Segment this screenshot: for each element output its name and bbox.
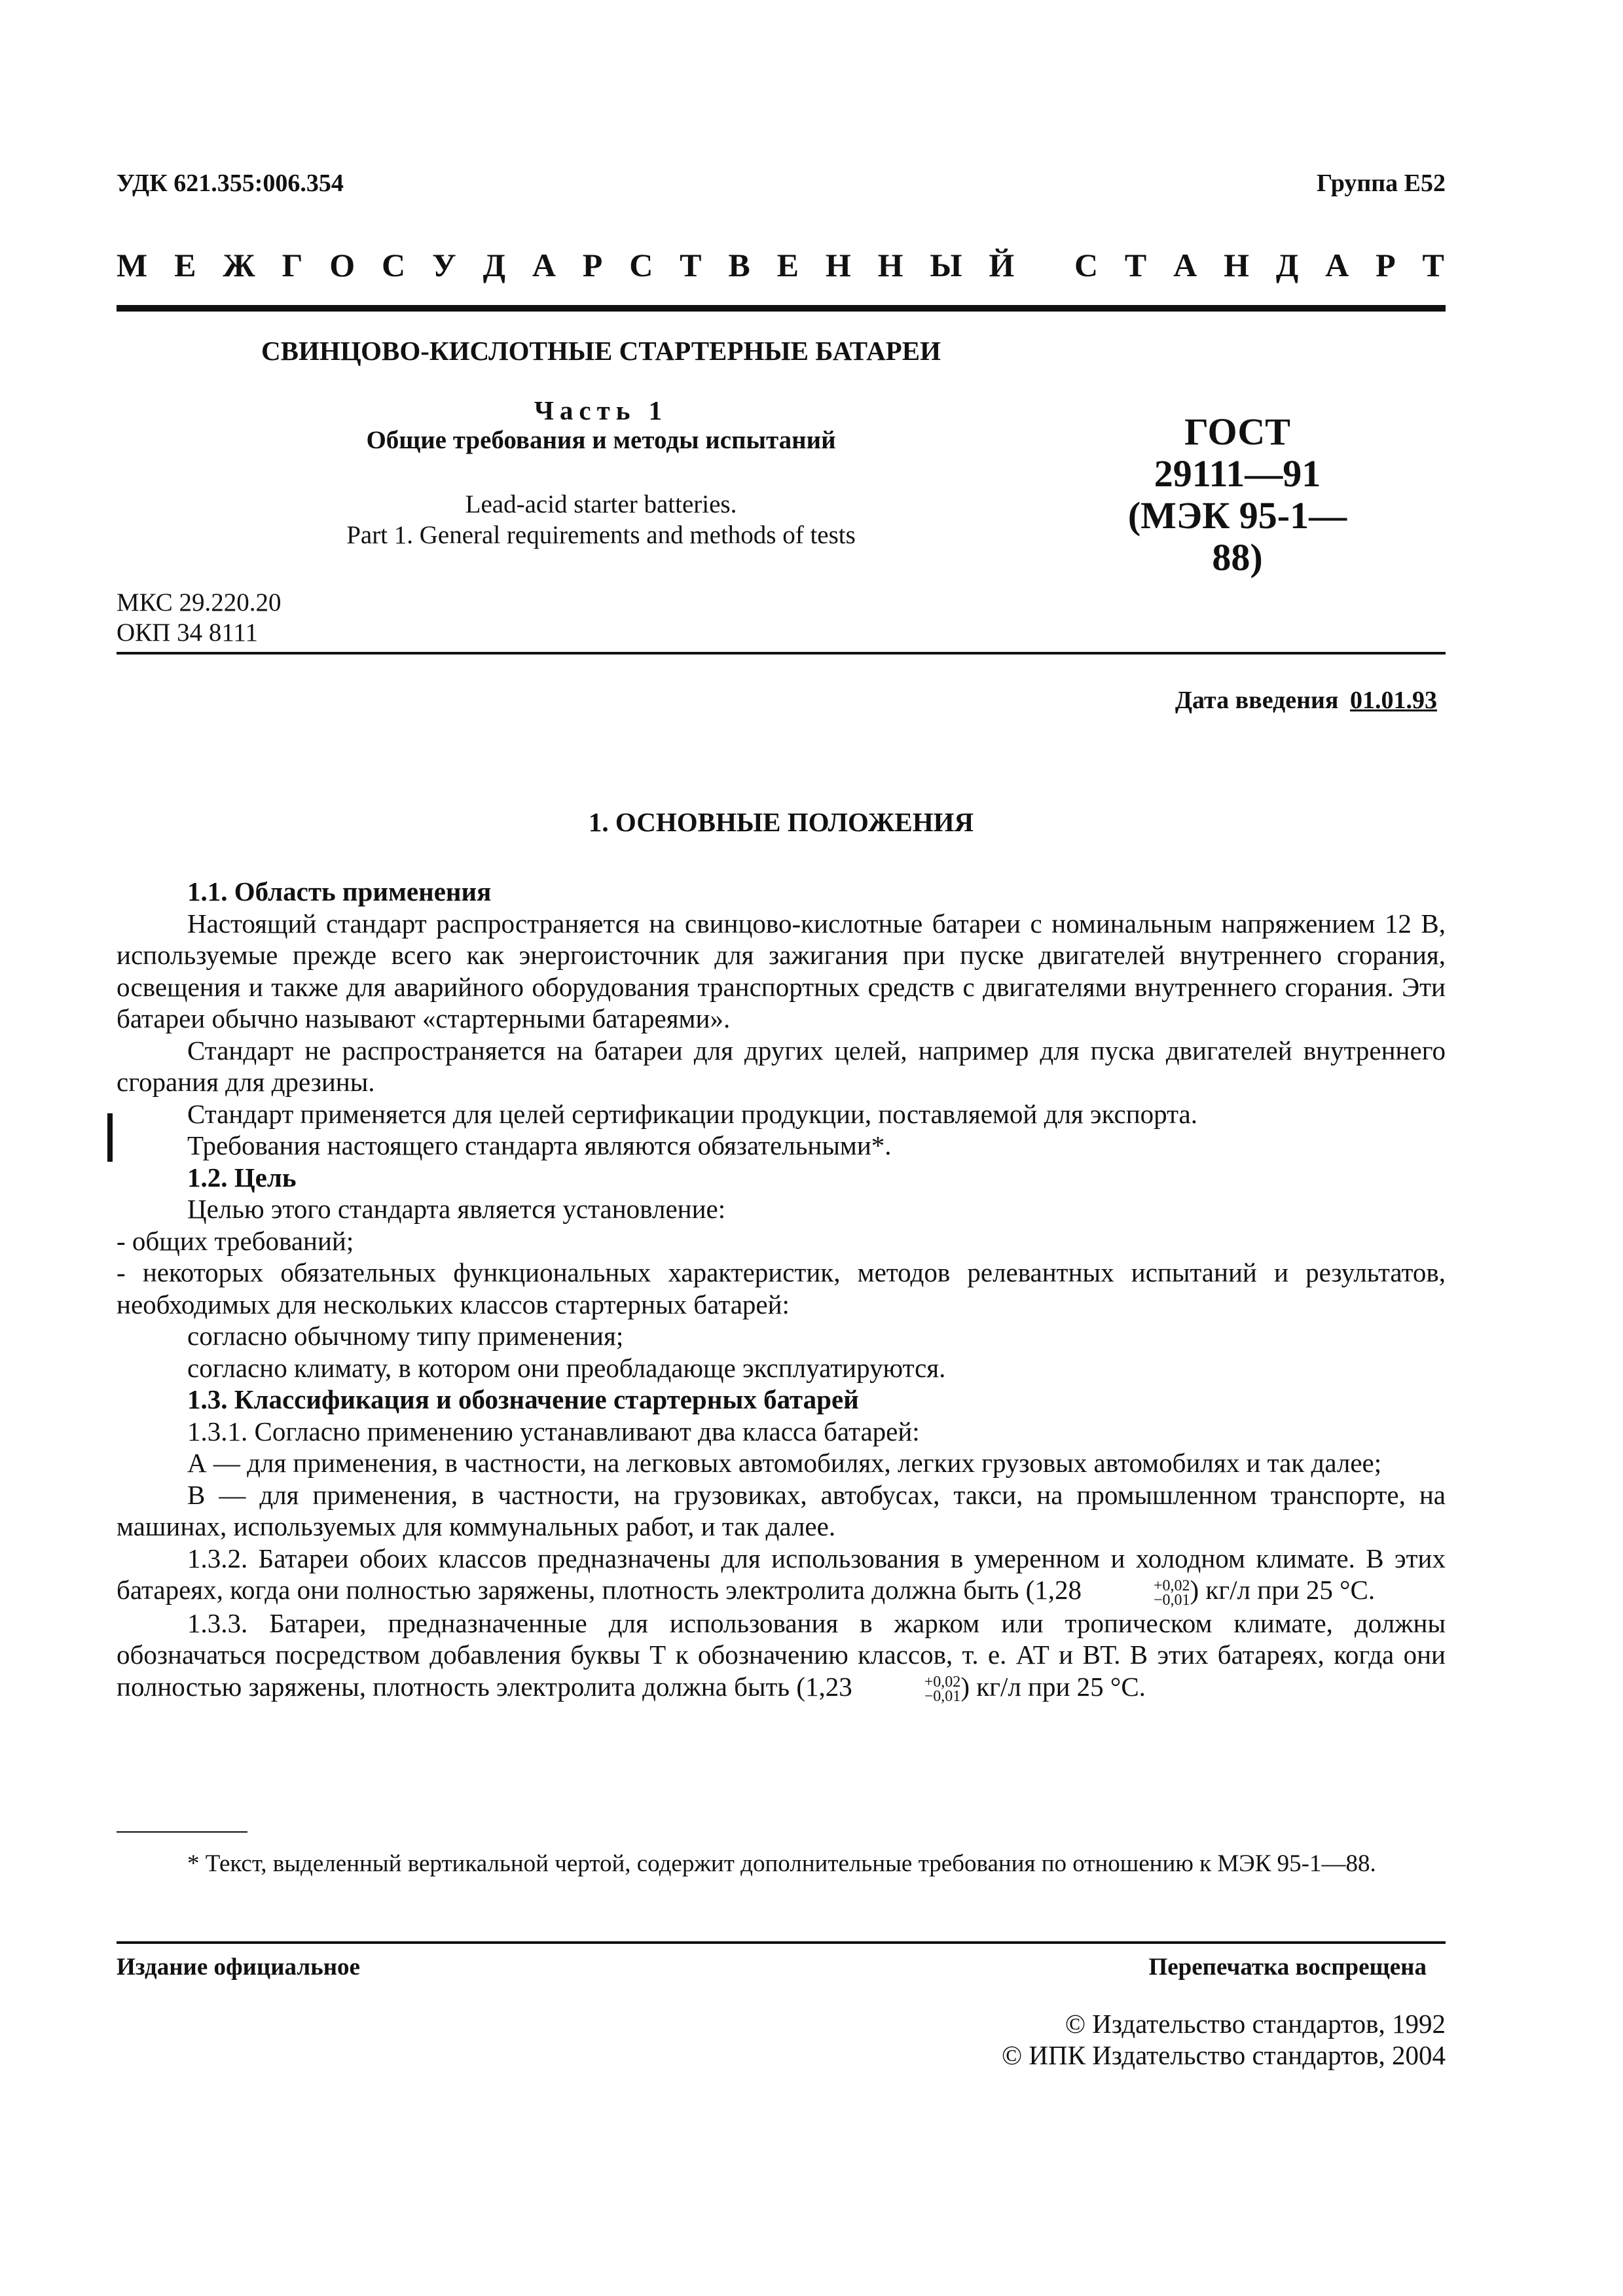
gost-number: 29111—91 <box>1154 452 1321 495</box>
section-heading: 1. ОСНОВНЫЕ ПОЛОЖЕНИЯ <box>588 807 974 837</box>
english-title-line2: Part 1. General requirements and methods of tests <box>346 521 856 549</box>
group-code: Группа Е52 <box>1316 170 1446 197</box>
paragraph: Настоящий стандарт распространяется на свинцово-кислотные батареи с номинальным напряжением 12 В, используемые прежде всего как энергоисточник для зажигания при пуске двигателей внутреннего сгорания, освещения и также для аварийного оборудования транспортных средств с двигателями внутреннего сгорания. Эти батареи обычно называют «стартерными батареями». <box>117 908 1446 1033</box>
section-body <box>117 876 1446 1704</box>
banner-letter: Г <box>282 247 303 283</box>
paragraph <box>117 1543 1446 1607</box>
intro-date-label: Дата введения <box>1175 687 1339 714</box>
banner-letter: Е <box>174 247 196 283</box>
footer-rule <box>117 1941 1446 1944</box>
iec-reference: (МЭК 95-1—88) <box>1127 494 1347 579</box>
banner-gap <box>1041 245 1048 285</box>
banner-letter: Т <box>680 247 702 283</box>
paragraph: 1.3.1. Согласно применению устанавливают два класса батарей: <box>187 1416 920 1446</box>
tolerance <box>854 1675 961 1704</box>
banner-letter: Д <box>483 247 505 283</box>
tolerance <box>1083 1579 1190 1607</box>
banner-letter: Д <box>1275 247 1299 283</box>
clause-text: 1.3.3. Батареи, предназначенные для использования в жарком или тропическом климате, должны обозначаться посредством добавления буквы Т к обозначению классов, т. е. АТ и ВТ. В этих батареях, когда они полностью заряжены, плотность электролита должна быть (1,23 <box>117 1607 1446 1702</box>
banner-letter: А <box>1173 247 1197 283</box>
tolerance-lower: −0,01 <box>1153 1591 1190 1609</box>
list-item: согласно обычному типу применения; <box>187 1321 624 1351</box>
banner-letter: Н <box>825 247 851 283</box>
document-title: СВИНЦОВО-КИСЛОТНЫЕ СТАРТЕРНЫЕ БАТАРЕИ <box>261 336 941 366</box>
title-bottom-rule <box>117 652 1446 655</box>
footnote-text: * Текст, выделенный вертикальной чертой, содержит дополнительные требования по отношению к МЭК 95-1—88. <box>187 1850 1376 1877</box>
classification-codes <box>117 588 281 648</box>
top-thick-rule <box>117 305 1446 312</box>
banner-letter: В <box>728 247 750 283</box>
list-item: - некоторых обязательных функциональных характеристик, методов релевантных испытаний и результатов, необходимых для нескольких классов стартерных батарей: <box>117 1257 1446 1319</box>
clause-1-2-title: 1.2. Цель <box>187 1162 297 1193</box>
udk-code: УДК 621.355:006.354 <box>117 170 344 197</box>
footnote <box>117 1850 1446 1878</box>
paragraph: В — для применения, в частности, на грузовиках, автобусах, такси, на промышленном транспорте, на машинах, используемых для коммунальных работ, и так далее. <box>117 1479 1446 1541</box>
banner-letter: А <box>532 247 556 283</box>
clause-text: 1.3.2. Батареи обоих классов предназначены для использования в умеренном и холодном климате. В этих батареях, когда они полностью заряжены, плотность электролита должна быть (1,28 <box>117 1543 1446 1605</box>
reprint-note: Перепечатка воспрещена <box>1148 1954 1427 1981</box>
intro-date-value: 01.01.93 <box>1350 687 1437 714</box>
copyright-2004: © ИПК Издательство стандартов, 2004 <box>1001 2040 1446 2070</box>
clause-text-tail: ) кг/л при 25 °С. <box>1190 1575 1376 1605</box>
list-item: - общих требований; <box>117 1225 354 1256</box>
document-subtitle: Общие требования и методы испытаний <box>366 426 836 454</box>
footnote-separator <box>117 1831 247 1833</box>
paragraph: Целью этого стандарта является установление: <box>187 1194 726 1224</box>
standard-banner <box>117 245 1444 285</box>
banner-letter: Т <box>1124 247 1147 283</box>
english-title-line1: Lead-acid starter batteries. <box>465 490 737 518</box>
paragraph: А — для применения, в частности, на легковых автомобилях, легких грузовых автомобилях и так далее; <box>187 1448 1382 1478</box>
banner-letter: Р <box>1376 247 1396 283</box>
paragraph: Стандарт не распространяется на батареи для других целей, например для пуска двигателей внутреннего сгорания для дрезины. <box>117 1035 1446 1097</box>
gost-designation <box>1106 411 1368 579</box>
banner-letter: Ж <box>223 247 255 283</box>
list-item: согласно климату, в котором они преобладающе эксплуатируются. <box>187 1352 946 1383</box>
okp-code: ОКП 34 8111 <box>117 619 258 647</box>
clause-text-tail: ) кг/л при 25 °С. <box>960 1671 1146 1702</box>
banner-letter: Н <box>877 247 903 283</box>
banner-letter: Т <box>1422 247 1444 283</box>
part-label: Часть 1 <box>534 395 668 425</box>
banner-letter: У <box>432 247 456 283</box>
gost-line1: ГОСТ <box>1184 410 1290 453</box>
tolerance-upper: +0,02 <box>1153 1577 1190 1594</box>
banner-letter: А <box>1325 247 1349 283</box>
banner-letter: Й <box>989 247 1015 283</box>
clause-1-3-title: 1.3. Классификация и обозначение стартерных батарей <box>187 1384 859 1414</box>
banner-letter: О <box>329 247 356 283</box>
banner-letter: Ы <box>930 247 962 283</box>
copyright-block <box>1002 2008 1446 2071</box>
paragraph: Стандарт применяется для целей сертификации продукции, поставляемой для экспорта. <box>187 1098 1198 1129</box>
banner-letter: Н <box>1224 247 1250 283</box>
tolerance-lower: −0,01 <box>924 1688 961 1706</box>
intro-date <box>1175 686 1437 715</box>
clause-1-1-title: 1.1. Область применения <box>187 876 492 906</box>
banner-letter: Е <box>776 247 799 283</box>
paragraph <box>117 1607 1446 1704</box>
banner-letter: С <box>382 247 406 283</box>
banner-letter: С <box>629 247 653 283</box>
tolerance-upper: +0,02 <box>924 1674 961 1691</box>
banner-letter: М <box>117 247 148 283</box>
banner-letter: Р <box>582 247 603 283</box>
mks-code: МКС 29.220.20 <box>117 588 282 617</box>
copyright-1992: © Издательство стандартов, 1992 <box>1065 2009 1446 2039</box>
edition-note: Издание официальное <box>117 1954 360 1981</box>
banner-letter: С <box>1074 247 1099 283</box>
paragraph: Требования настоящего стандарта являются обязательными*. <box>187 1130 892 1160</box>
change-bar-marker <box>107 1113 113 1162</box>
